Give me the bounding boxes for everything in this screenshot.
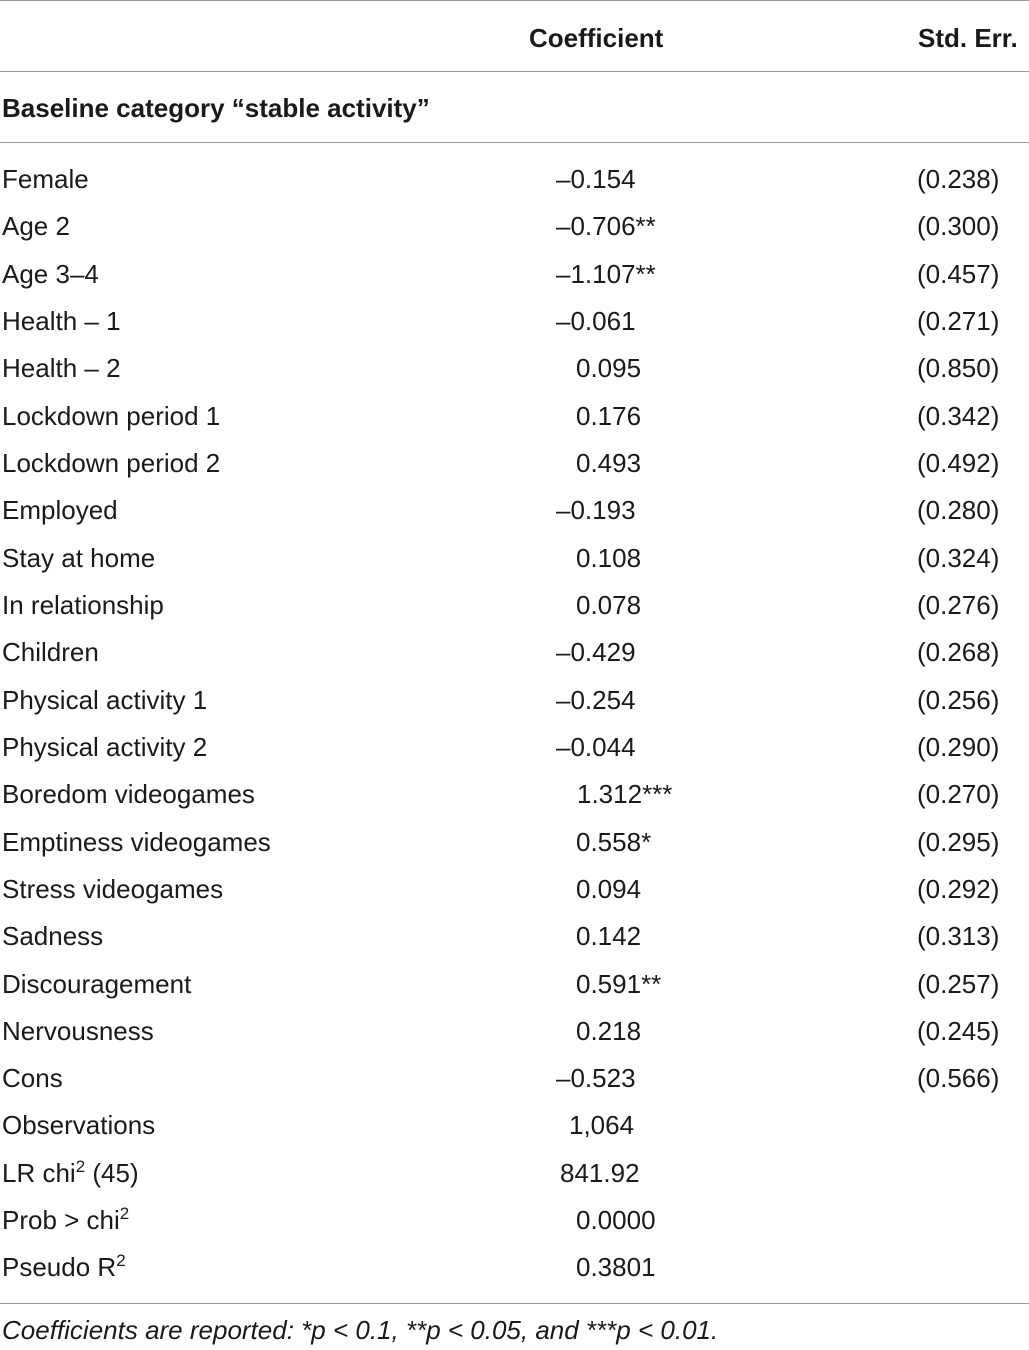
table-row [0, 677, 1029, 724]
row-coefficient: 0.078 [576, 590, 642, 620]
table-row [0, 393, 1029, 440]
row-coefficient: –1.107** [556, 259, 656, 289]
table-row [0, 298, 1029, 345]
row-std-err: (0.324) [917, 543, 1000, 573]
table-row [0, 724, 1029, 771]
table-footnote: Coefficients are reported: *p < 0.1, **p < 0.05, and ***p < 0.01. [2, 1315, 719, 1345]
table-row [0, 440, 1029, 487]
row-label: Boredom videogames [2, 779, 255, 809]
row-coefficient: 0.218 [576, 1016, 642, 1046]
table-row [0, 629, 1029, 676]
row-label: Cons [2, 1063, 63, 1093]
table-row [0, 251, 1029, 298]
row-coefficient: 0.493 [576, 448, 642, 478]
row-label: Discouragement [2, 969, 192, 999]
header-rule [0, 71, 1029, 72]
row-coefficient: –0.154 [556, 164, 636, 194]
row-label: Lockdown period 2 [2, 448, 221, 478]
column-header-std-err: Std. Err. [918, 23, 1018, 53]
table-row [0, 819, 1029, 866]
row-label: Female [2, 164, 89, 194]
row-coefficient: 0.558* [576, 827, 652, 857]
row-std-err: (0.292) [917, 874, 1000, 904]
row-label: Sadness [2, 921, 104, 951]
row-label: Emptiness videogames [2, 827, 271, 857]
table-row [0, 582, 1029, 629]
row-coefficient: 0.094 [576, 874, 642, 904]
row-coefficient: –0.429 [556, 637, 636, 667]
section-rule [0, 142, 1029, 143]
row-coefficient: –0.044 [556, 732, 636, 762]
row-coefficient: 0.108 [576, 543, 642, 573]
row-std-err: (0.271) [917, 306, 1000, 336]
row-std-err: (0.268) [917, 637, 1000, 667]
row-std-err: (0.238) [917, 164, 1000, 194]
row-std-err: (0.850) [917, 353, 1000, 383]
table-row [0, 203, 1029, 250]
row-label: Physical activity 1 [2, 685, 208, 715]
row-std-err: (0.566) [917, 1063, 1000, 1093]
row-label: Physical activity 2 [2, 732, 208, 762]
stat-value: 841.92 [560, 1158, 640, 1188]
table-bottom-rule [0, 1303, 1029, 1304]
stat-label: Pseudo $R^2$ [2, 1251, 126, 1282]
row-std-err: (0.276) [917, 590, 1000, 620]
row-std-err: (0.256) [917, 685, 1000, 715]
stat-value: 1,064 [569, 1110, 635, 1140]
row-label: Age 3–4 [2, 259, 99, 289]
row-label: Children [2, 637, 99, 667]
row-std-err: (0.280) [917, 495, 1000, 525]
section-title: Baseline category “stable activity” [2, 93, 430, 123]
row-label: Stress videogames [2, 874, 224, 904]
stat-row-lr-chi2 [0, 1150, 1029, 1197]
row-coefficient: –0.254 [556, 685, 636, 715]
stat-label: Observations [2, 1110, 156, 1140]
row-std-err: (0.245) [917, 1016, 1000, 1046]
row-coefficient: 0.142 [576, 921, 642, 951]
row-coefficient: –0.061 [556, 306, 636, 336]
table-row [0, 487, 1029, 534]
row-std-err: (0.270) [917, 779, 1000, 809]
row-std-err: (0.300) [917, 211, 1000, 241]
column-header-coefficient: Coefficient [529, 23, 664, 53]
stat-value: 0.0000 [576, 1205, 656, 1235]
row-coefficient: 1.312*** [577, 779, 673, 809]
row-std-err: (0.295) [917, 827, 1000, 857]
row-coefficient: 0.591** [576, 969, 662, 999]
table-row [0, 913, 1029, 960]
table-row [0, 156, 1029, 203]
row-label: Lockdown period 1 [2, 401, 221, 431]
row-std-err: (0.313) [917, 921, 1000, 951]
table-row [0, 345, 1029, 392]
table-row [0, 1008, 1029, 1055]
table-row [0, 1055, 1029, 1102]
row-std-err: (0.290) [917, 732, 1000, 762]
row-coefficient: –0.523 [556, 1063, 636, 1093]
table-row [0, 866, 1029, 913]
stat-row-prob-chi2 [0, 1197, 1029, 1244]
row-coefficient: 0.095 [576, 353, 642, 383]
row-label: Nervousness [2, 1016, 154, 1046]
row-label: Age 2 [2, 211, 70, 241]
row-coefficient: 0.176 [576, 401, 642, 431]
row-label: Employed [2, 495, 118, 525]
row-label: Stay at home [2, 543, 156, 573]
stat-label: LR chi$^2$ (45) [2, 1157, 139, 1188]
stat-row-observations [0, 1102, 1029, 1149]
stat-row-pseudo-r2 [0, 1244, 1029, 1291]
row-coefficient: –0.706** [556, 211, 656, 241]
table-top-rule [0, 0, 1029, 1]
row-label: Health – 2 [2, 353, 121, 383]
row-std-err: (0.492) [917, 448, 1000, 478]
row-std-err: (0.457) [917, 259, 1000, 289]
table-row [0, 535, 1029, 582]
stat-label: Prob > chi$^2$ [2, 1204, 130, 1235]
row-label: Health – 1 [2, 306, 121, 336]
row-label: In relationship [2, 590, 164, 620]
row-std-err: (0.342) [917, 401, 1000, 431]
table-row [0, 961, 1029, 1008]
stat-value: 0.3801 [576, 1252, 656, 1282]
table-row [0, 771, 1029, 818]
row-std-err: (0.257) [917, 969, 1000, 999]
row-coefficient: –0.193 [556, 495, 636, 525]
